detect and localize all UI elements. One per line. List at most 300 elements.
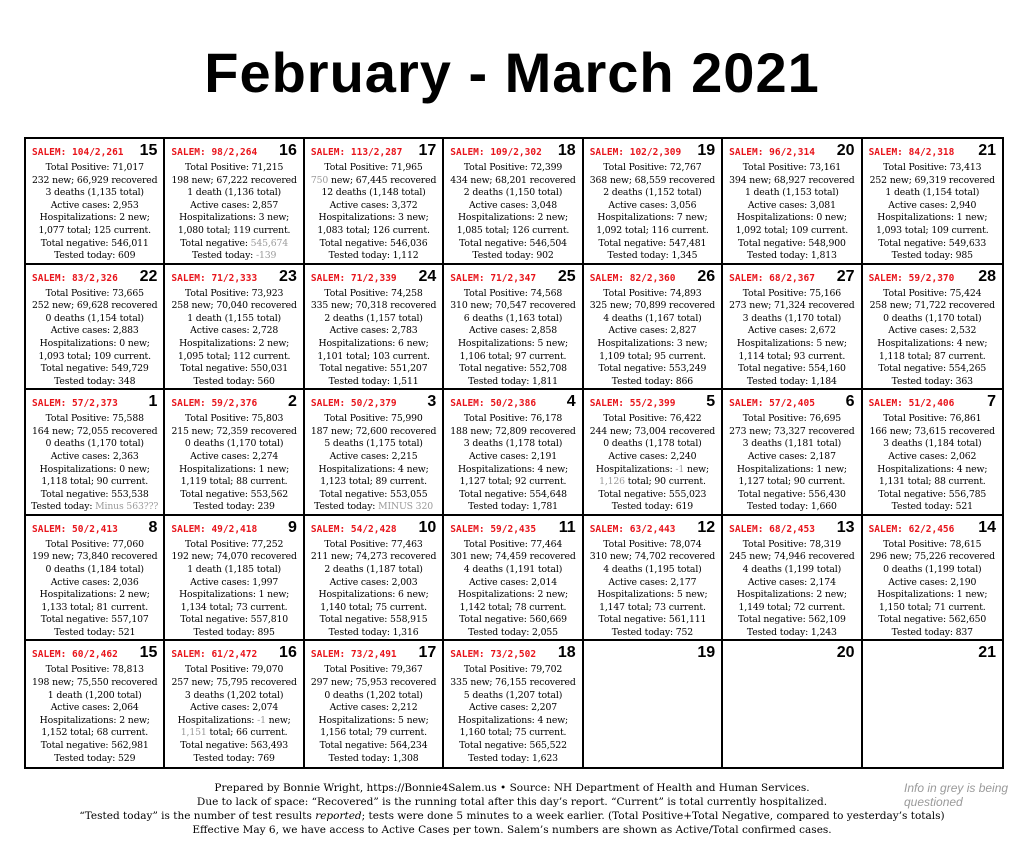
stat-line — [587, 438, 718, 451]
day-header — [726, 268, 857, 288]
stat-text: 1,152 total; 68 current. — [41, 727, 149, 739]
stat-text: Tested today: 521 — [54, 626, 136, 638]
stat-text: 257 new; 75,795 recovered — [171, 676, 297, 688]
stat-text: Total Positive: 76,695 — [742, 413, 841, 425]
stat-line — [29, 238, 160, 251]
calendar-day-cell — [584, 516, 723, 642]
day-number: 19 — [697, 644, 716, 662]
stat-line — [308, 212, 439, 225]
stat-text: Total Positive: 78,319 — [742, 538, 841, 550]
stat-line — [866, 564, 999, 577]
stat-text: Total Positive: 75,588 — [45, 413, 144, 425]
stat-text: 166 new; 73,615 recovered — [869, 425, 995, 437]
stat-line — [587, 577, 718, 590]
day-number: 21 — [978, 142, 996, 159]
day-number: 5 — [706, 393, 716, 411]
day-header — [308, 393, 439, 413]
stat-line — [866, 614, 999, 627]
stat-text: Hospitalizations: 7 new; — [597, 212, 708, 224]
stat-line — [447, 288, 578, 301]
stat-line — [447, 539, 578, 552]
salem-cases: SALEM: 57/2,405 — [729, 398, 815, 410]
footer-credit: Prepared by Bonnie Wright, https://Bonnie4Salem.us • Source: NH Department of Health and Human Services. — [214, 782, 810, 794]
stat-text: Active cases: 2,074 — [190, 702, 279, 714]
stat-line — [29, 451, 160, 464]
calendar-day-cell — [863, 390, 1002, 516]
stat-line — [29, 602, 160, 615]
stat-line — [308, 238, 439, 251]
stat-line — [308, 753, 439, 766]
day-header — [29, 268, 160, 288]
stat-line — [168, 589, 299, 602]
stat-line — [866, 325, 999, 338]
stat-text: Total Positive: 79,070 — [184, 664, 284, 676]
stat-line — [866, 539, 999, 552]
stat-text: Total Positive: 71,017 — [45, 162, 144, 173]
stat-text: Active cases: 3,048 — [468, 199, 557, 211]
stat-text: Hospitalizations: 1 new; — [179, 463, 290, 475]
stat-text: Total Positive: 71,215 — [184, 162, 284, 173]
stat-text: Total negative: 560,669 — [459, 614, 567, 626]
stat-text: Active cases: 2,064 — [50, 702, 139, 714]
day-number: 6 — [845, 393, 855, 411]
stat-text: 273 new; 71,324 recovered — [729, 300, 855, 312]
salem-cases: SALEM: 57/2,373 — [32, 398, 118, 410]
stat-line — [447, 602, 578, 615]
stat-line — [308, 690, 439, 703]
stat-line — [308, 313, 439, 326]
calendar-day-cell — [165, 390, 304, 516]
stat-text: 1,118 total; 87 current. — [878, 350, 986, 362]
calendar-day-cell — [305, 516, 444, 642]
stat-line — [726, 363, 857, 376]
calendar-day-cell — [165, 139, 304, 265]
day-number: 9 — [287, 518, 297, 536]
stat-text: 215 new; 72,359 recovered — [171, 425, 297, 437]
stat-line — [29, 413, 160, 426]
stat-line — [726, 426, 857, 439]
stat-text: Total Positive: 72,767 — [603, 162, 702, 173]
stat-line — [168, 325, 299, 338]
stat-text: Tested today: 1,660 — [746, 501, 837, 513]
day-header — [308, 142, 439, 162]
stat-line — [308, 614, 439, 627]
stat-text: Total negative: 550,031 — [180, 363, 289, 375]
stat-text: Hospitalizations: 3 new; — [597, 337, 708, 349]
calendar-day-cell — [444, 265, 583, 391]
stat-line — [447, 464, 578, 477]
stat-line — [168, 664, 299, 677]
day-number: 14 — [978, 518, 996, 536]
calendar-day-cell — [444, 139, 583, 265]
stat-text: Tested today: 985 — [891, 250, 973, 262]
stat-line — [447, 664, 578, 677]
stat-text: 1,142 total; 78 current. — [459, 601, 567, 613]
day-number: 4 — [566, 393, 576, 411]
stat-line — [29, 250, 160, 263]
stat-line — [308, 187, 439, 200]
stat-line — [308, 551, 439, 564]
stat-text: Total Positive: 73,413 — [883, 162, 982, 173]
calendar-day-cell — [863, 139, 1002, 265]
stat-text: Hospitalizations: 0 new; — [39, 463, 150, 475]
stat-line — [168, 250, 299, 263]
stat-line — [866, 464, 999, 477]
stat-line — [447, 413, 578, 426]
stat-text: 232 new; 66,929 recovered — [32, 174, 158, 186]
stat-text: Active cases: 1,997 — [190, 576, 279, 588]
stat-line — [168, 238, 299, 251]
stat-line — [866, 551, 999, 564]
day-header — [866, 519, 999, 539]
stat-line — [168, 727, 299, 740]
stat-text: 325 new; 70,899 recovered — [589, 300, 716, 312]
day-header — [726, 519, 857, 539]
stat-line — [29, 476, 160, 489]
day-number: 22 — [139, 267, 158, 285]
stat-text: -139 — [255, 250, 277, 262]
salem-cases: SALEM: 60/2,462 — [32, 649, 118, 661]
stat-text: 1,101 total; 103 current. — [317, 350, 430, 362]
calendar-day-cell — [584, 390, 723, 516]
stat-line — [308, 162, 439, 175]
stat-line — [447, 577, 578, 590]
stat-text: Active cases: 2,857 — [190, 199, 279, 211]
stat-text: 1,150 total; 71 current. — [878, 601, 986, 613]
stat-line — [168, 376, 299, 389]
stat-line — [587, 200, 718, 213]
stat-line — [866, 200, 999, 213]
salem-cases: SALEM: 71/2,339 — [310, 272, 397, 284]
stat-text: Hospitalizations: 5 new; — [597, 589, 708, 601]
stat-text: 6 deaths (1,163 total) — [463, 312, 563, 324]
stat-text: Hospitalizations: 1 new; — [179, 589, 290, 601]
stat-line — [447, 426, 578, 439]
stat-line — [726, 551, 857, 564]
stat-line — [29, 501, 160, 514]
stat-text: Total negative: 553,249 — [598, 363, 707, 375]
stat-text: Total Positive: 74,893 — [603, 287, 702, 299]
stat-line — [447, 715, 578, 728]
stat-line — [168, 438, 299, 451]
stat-line — [308, 627, 439, 640]
stat-text: 199 new; 73,840 recovered — [32, 551, 158, 563]
stat-line — [447, 162, 578, 175]
stat-line — [587, 325, 718, 338]
stat-text: Hospitalizations: 0 new; — [39, 337, 150, 349]
stat-line — [866, 476, 999, 489]
stat-text: Active cases: 2,363 — [50, 450, 139, 462]
calendar-day-cell — [444, 641, 583, 767]
footer-recovered-note: Due to lack of space: “Recovered” is the running total after this day’s report. “Current” is total currently hospitalized. — [196, 796, 828, 808]
calendar-day-cell — [305, 390, 444, 516]
stat-line — [29, 162, 160, 175]
stat-line — [866, 589, 999, 602]
stat-line — [726, 614, 857, 627]
stat-line — [168, 200, 299, 213]
day-number: 1 — [148, 393, 158, 411]
stat-line — [726, 225, 857, 238]
stat-text: Total negative: 551,207 — [319, 363, 428, 375]
stat-line — [168, 351, 299, 364]
stat-text: 273 new; 73,327 recovered — [729, 425, 855, 437]
stat-line — [308, 715, 439, 728]
stat-text: 1 death (1,136 total) — [187, 187, 282, 199]
stat-line — [726, 539, 857, 552]
stat-text: Minus 563??? — [95, 501, 159, 513]
stat-line — [866, 602, 999, 615]
salem-cases: SALEM: 50/2,386 — [450, 398, 537, 410]
stat-line — [168, 602, 299, 615]
day-header — [866, 142, 999, 162]
stat-line — [447, 187, 578, 200]
stat-line — [308, 489, 439, 502]
stat-text: Total Positive: 75,803 — [184, 413, 284, 425]
stat-text: Active cases: 2,672 — [747, 325, 836, 337]
stat-text: 4 deaths (1,199 total) — [742, 563, 842, 575]
calendar-day-cell — [26, 516, 165, 642]
stat-text: Total negative: 546,036 — [319, 237, 428, 249]
stat-line — [29, 175, 160, 188]
stat-line — [587, 589, 718, 602]
stat-line — [168, 413, 299, 426]
day-number: 7 — [987, 393, 996, 411]
stat-text: Hospitalizations: 2 new; — [457, 212, 569, 224]
stat-line — [168, 677, 299, 690]
stat-text: Total negative: 553,562 — [180, 488, 289, 500]
stat-text: -1 — [257, 714, 266, 726]
stat-line — [29, 577, 160, 590]
stat-text: Hospitalizations: 2 new; — [39, 714, 150, 726]
stat-line — [726, 564, 857, 577]
day-number: 28 — [978, 267, 996, 285]
stat-line — [168, 564, 299, 577]
salem-cases: SALEM: 98/2,264 — [171, 147, 258, 158]
stat-line — [308, 677, 439, 690]
stat-line — [29, 740, 160, 753]
stat-text: Active cases: 2,783 — [329, 325, 418, 337]
salem-cases: SALEM: 68/2,453 — [729, 523, 815, 535]
stat-text: 1,134 total; 73 current. — [180, 601, 288, 613]
salem-cases: SALEM: 113/2,287 — [310, 147, 403, 158]
stat-text: Tested today: 239 — [193, 501, 275, 513]
stat-line — [168, 501, 299, 514]
stat-text: Total negative: 562,650 — [878, 614, 987, 626]
stat-line — [308, 413, 439, 426]
stat-line — [726, 476, 857, 489]
stat-text: 258 new; 71,722 recovered — [869, 300, 995, 312]
calendar-day-cell — [305, 265, 444, 391]
stat-text: Total Positive: 77,060 — [45, 538, 144, 550]
stat-line — [29, 212, 160, 225]
stat-line — [587, 238, 718, 251]
stat-line — [866, 225, 999, 238]
salem-cases: SALEM: 68/2,367 — [729, 272, 815, 284]
stat-text: Tested today: 1,308 — [328, 752, 419, 764]
stat-line — [308, 200, 439, 213]
stat-text: Active cases: 2,858 — [468, 325, 557, 337]
stat-text: 1,140 total; 75 current. — [320, 601, 427, 613]
stat-text: Total Positive: 72,399 — [463, 162, 563, 173]
stat-text: 244 new; 73,004 recovered — [589, 425, 716, 437]
day-number: 15 — [139, 644, 158, 662]
stat-line — [29, 187, 160, 200]
stat-line — [866, 175, 999, 188]
stat-text: Total negative: 557,107 — [40, 614, 149, 626]
stat-text: Hospitalizations: 6 new; — [318, 337, 429, 349]
stat-text: Tested today: 1,112 — [328, 250, 419, 262]
salem-cases: SALEM: 54/2,428 — [310, 523, 397, 535]
stat-line — [726, 413, 857, 426]
stat-text: 1,147 total; 73 current. — [599, 601, 706, 613]
stat-text: Tested today: 521 — [891, 501, 973, 513]
stat-text: 1,092 total; 116 current. — [596, 224, 709, 236]
stat-text: 1,127 total; 90 current. — [738, 476, 846, 488]
stat-line — [866, 338, 999, 351]
footer-tested-note: “Tested today” is the number of test results reported; tests were done 5 minutes to a week earlier. (Total Positive+Total Negative, compared to yesterday’s totals) — [79, 810, 945, 822]
stat-line — [726, 212, 857, 225]
stat-text: 1,114 total; 93 current. — [738, 350, 846, 362]
stat-text: Total Positive: 78,813 — [45, 664, 144, 676]
day-number: 20 — [836, 142, 855, 159]
day-number: 18 — [557, 142, 576, 159]
stat-text: Total Positive: 77,463 — [324, 538, 423, 550]
stat-line — [866, 212, 999, 225]
stat-text: Total Positive: 79,702 — [463, 664, 563, 676]
stat-text: Tested today: 619 — [611, 501, 694, 513]
day-header — [587, 393, 718, 413]
stat-line — [587, 351, 718, 364]
stat-line — [447, 702, 578, 715]
day-header — [447, 268, 578, 288]
stat-line — [168, 175, 299, 188]
stat-text: Hospitalizations: 4 new; — [877, 337, 988, 349]
stat-text: Hospitalizations: 3 new; — [318, 212, 429, 224]
day-number: 16 — [279, 142, 297, 159]
stat-text: 310 new; 70,547 recovered — [450, 300, 576, 312]
stat-line — [447, 225, 578, 238]
stat-line — [308, 225, 439, 238]
day-number: 23 — [279, 267, 297, 285]
footer-active-note: Effective May 6, we have access to Active Cases per town. Salem’s numbers are shown as Active/Total confirmed cases. — [192, 824, 832, 836]
stat-text: Tested today: — [314, 501, 379, 513]
stat-line — [726, 577, 857, 590]
stat-line — [866, 577, 999, 590]
stat-text: 434 new; 68,201 recovered — [450, 174, 576, 186]
stat-line — [168, 551, 299, 564]
stat-line — [308, 363, 439, 376]
stat-line — [168, 426, 299, 439]
day-number: 12 — [697, 518, 716, 536]
stat-line — [308, 501, 439, 514]
stat-text: 0 deaths (1,184 total) — [45, 563, 144, 575]
stat-line — [726, 200, 857, 213]
stat-text: Total negative: 548,900 — [737, 237, 846, 249]
day-header — [866, 393, 999, 413]
stat-text: Hospitalizations: 2 new; — [457, 589, 569, 601]
stat-text: 198 new; 67,222 recovered — [171, 174, 297, 186]
stat-line — [29, 690, 160, 703]
stat-line — [308, 376, 439, 389]
day-header — [168, 519, 299, 539]
calendar-day-cell — [863, 516, 1002, 642]
stat-text: Total Positive: 74,568 — [463, 287, 563, 299]
stat-line — [308, 727, 439, 740]
stat-line — [726, 250, 857, 263]
salem-cases: SALEM: 83/2,326 — [32, 272, 118, 284]
salem-cases: SALEM: 50/2,413 — [32, 523, 118, 535]
stat-line — [587, 451, 718, 464]
stat-text: Tested today: 769 — [193, 752, 275, 764]
stat-text: Active cases: 2,728 — [190, 325, 279, 337]
stat-text: Total Positive: 75,990 — [324, 413, 423, 425]
stat-text: Total negative: 558,915 — [319, 614, 428, 626]
stat-line — [29, 426, 160, 439]
stat-line — [726, 602, 857, 615]
salem-cases: SALEM: 96/2,314 — [729, 147, 815, 158]
stat-text: Tested today: 348 — [54, 375, 136, 387]
stat-text: 0 deaths (1,170 total) — [45, 438, 144, 450]
stat-text: Total Positive: 78,074 — [603, 538, 702, 550]
stat-line — [168, 476, 299, 489]
stat-text: Tested today: 752 — [611, 626, 694, 638]
stat-line — [168, 690, 299, 703]
stat-line — [168, 363, 299, 376]
stat-text: Hospitalizations: 2 new; — [736, 589, 847, 601]
stat-text: Tested today: 1,811 — [468, 375, 558, 387]
stat-text: Total negative: 563,493 — [180, 739, 289, 751]
stat-text: Hospitalizations: 5 new; — [736, 337, 847, 349]
stat-text: 1,133 total; 81 current. — [41, 601, 149, 613]
stat-line — [168, 288, 299, 301]
salem-cases: SALEM: 59/2,370 — [868, 272, 955, 284]
stat-text: 211 new; 74,273 recovered — [310, 551, 437, 563]
stat-text: 2 deaths (1,157 total) — [324, 312, 423, 324]
stat-text: 1,080 total; 119 current. — [177, 224, 291, 236]
stat-text: 0 deaths (1,170 total) — [883, 312, 982, 324]
stat-text: Active cases: 2,062 — [888, 450, 977, 462]
calendar-day-cell — [723, 641, 862, 767]
stat-text: Tested today: 609 — [54, 250, 136, 262]
stat-line — [308, 564, 439, 577]
stat-text: Total Positive: 73,923 — [184, 287, 284, 299]
stat-line — [587, 413, 718, 426]
stat-text: Total Positive: 74,258 — [324, 287, 423, 299]
stat-line — [447, 476, 578, 489]
salem-cases: SALEM: 82/2,360 — [589, 272, 676, 284]
stat-line — [587, 627, 718, 640]
stat-line — [447, 363, 578, 376]
salem-cases: SALEM: 84/2,318 — [868, 147, 955, 158]
stat-text: 1 death (1,155 total) — [187, 312, 282, 324]
stat-text: 310 new; 74,702 recovered — [589, 551, 716, 563]
stat-line — [29, 363, 160, 376]
stat-line — [866, 187, 999, 200]
stat-text: Total negative: 562,109 — [737, 614, 846, 626]
stat-text: Tested today: 1,184 — [746, 375, 837, 387]
stat-line — [29, 727, 160, 740]
stat-text: total; 90 current. — [624, 476, 706, 488]
stat-line — [726, 376, 857, 389]
stat-line — [308, 740, 439, 753]
stat-line — [29, 589, 160, 602]
stat-line — [866, 627, 999, 640]
day-number: 17 — [418, 142, 437, 159]
stat-text: Total negative: 556,430 — [737, 488, 846, 500]
stat-line — [447, 300, 578, 313]
stat-line — [29, 200, 160, 213]
stat-text: Active cases: 2,191 — [468, 450, 557, 462]
